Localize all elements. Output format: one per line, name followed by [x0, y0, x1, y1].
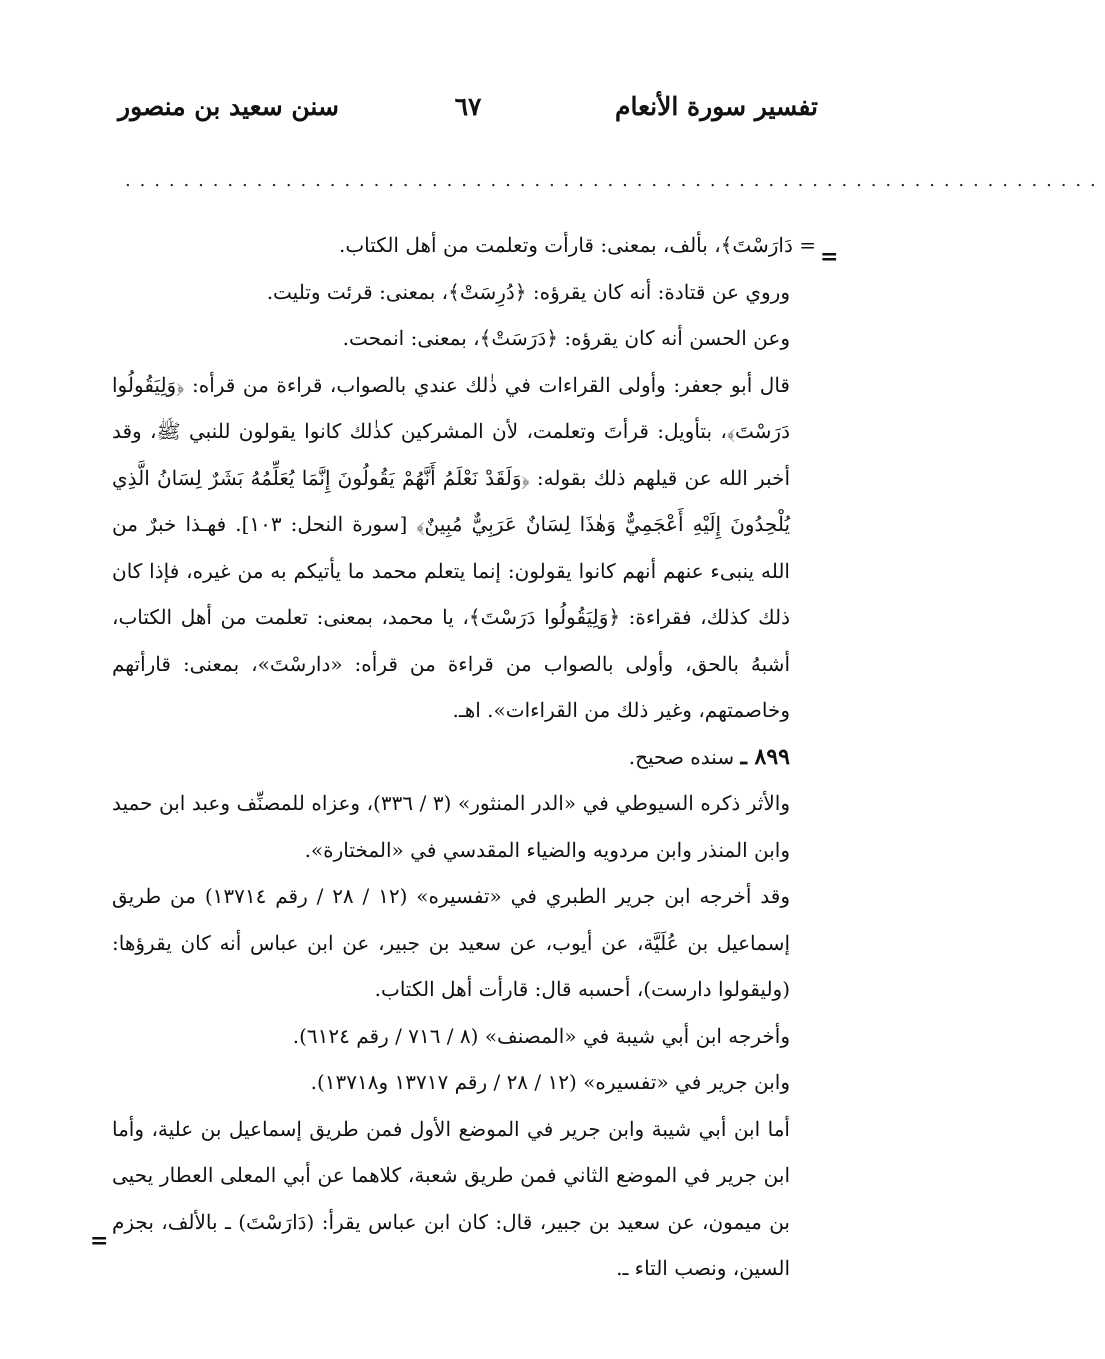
text-line: = دَارَسْتَ﴾، بألف، بمعنى: قارأت وتعلمت من أهل الكتاب.: [338, 233, 816, 257]
entry-heading: [112, 734, 816, 781]
text-line: وروي عن قتادة: أنه كان يقرؤه: ﴿دُرِسَتْ﴾، بمعنى: قرئت وتليت.: [266, 279, 790, 304]
continuation-marker-bottom: =: [90, 1228, 109, 1254]
note-paragraph: أما ابن أبي شيبة وابن جرير في الموضع الأول فمن طريق إسماعيل بن علية، وأما ابن جرير في الموضع الثاني فمن طريق شعبة، كلاهما عن أبي المعلى العطار يحيى بن ميمون، عن سعيد بن جبير، قال: كان ابن عباس يقرأ: (دَارَسْتَ) ـ بالألف، بجزم السين، ونصب التاء ـ.: [112, 1116, 790, 1280]
text-paragraph: قال أبو جعفر: وأولى القراءات في ذٰلك عندي بالصواب، قراءة من قرأه: ﴿وَلِيَقُولُوا دَرَسْتَ﴾، بتأويل: قرأتَ وتعلمت، لأن المشركين كذٰلك كانوا يقولون للنبي ﷺ، وقد أخبر الله عن قيلهم ذلك بقوله: ﴿وَلَقَدْ نَعْلَمُ أَنَّهُمْ يَقُولُونَ إِنَّمَا يُعَلِّمُهُ بَشَرٌ لِسَانُ الَّذِي يُلْحِدُونَ إِلَيْهِ أَعْجَمِيٌّ وَهٰذَا لِسَانٌ عَرَبِيٌّ مُبِينٌ﴾ [سورة النحل: ١٠٣]. فهـذا خبرٌ من الله ينبىء عنهم أنهم كانوا يقولون: إنما يتعلم محمد ما يأتيكم به من غيره، فإذا كان ذلك كذلك، فقراءة: ﴿وَلِيَقُولُوا دَرَسْتَ﴾، يا محمد، بمعنى: تعلمت من أهل الكتاب، أشبهُ بالحق، وأولى بالصواب من قراءة من قرأه: «دارسْتَ»، بمعنى: قارأتهم وخاصمتهم، وغير ذلك من القراءات». اهـ.: [112, 372, 791, 722]
book-title: سنن سعيد بن منصور: [118, 92, 339, 121]
entry-number: ٨٩٩ ـ: [740, 743, 790, 770]
text-line: وعن الحسن أنه كان يقرؤه: ﴿دَرَسَتْ﴾، بمعنى: انمحت.: [342, 326, 790, 350]
note-paragraph: وقد أخرجه ابن جرير الطبري في «تفسيره» (١٢ / ٢٨ / رقم ١٣٧١٤) من طريق إسماعيل بن عُلَيَّة، عن أيوب، عن سعيد بن جبير، عن ابن عباس أنه كان يقرؤها: (وليقولوا دارست)، أحسبه قال: قارأت أهل الكتاب.: [112, 884, 791, 1001]
page-header: [118, 92, 818, 132]
note-paragraph: وابن جرير في «تفسيره» (١٢ / ٢٨ / رقم ١٣٧١٧ و١٣٧١٨).: [310, 1070, 790, 1094]
note-paragraph: والأثر ذكره السيوطي في «الدر المنثور» (٣ / ٣٣٦)، وعزاه للمصنِّف وعبد ابن حميد وابن المنذر وابن مردويه والضياء المقدسي في «المختارة».: [112, 791, 791, 862]
body-text: [112, 222, 816, 1292]
page-number: ٦٧: [454, 92, 482, 121]
dotted-separator: ...................................................................: [125, 170, 1105, 191]
continuation-marker-top: =: [820, 244, 839, 270]
entry-text: سنده صحيح.: [628, 744, 735, 769]
note-paragraph: وأخرجه ابن أبي شيبة في «المصنف» (٨ / ٧١٦ / رقم ٦١٢٤).: [292, 1023, 790, 1048]
chapter-title: تفسير سورة الأنعام: [614, 92, 818, 121]
